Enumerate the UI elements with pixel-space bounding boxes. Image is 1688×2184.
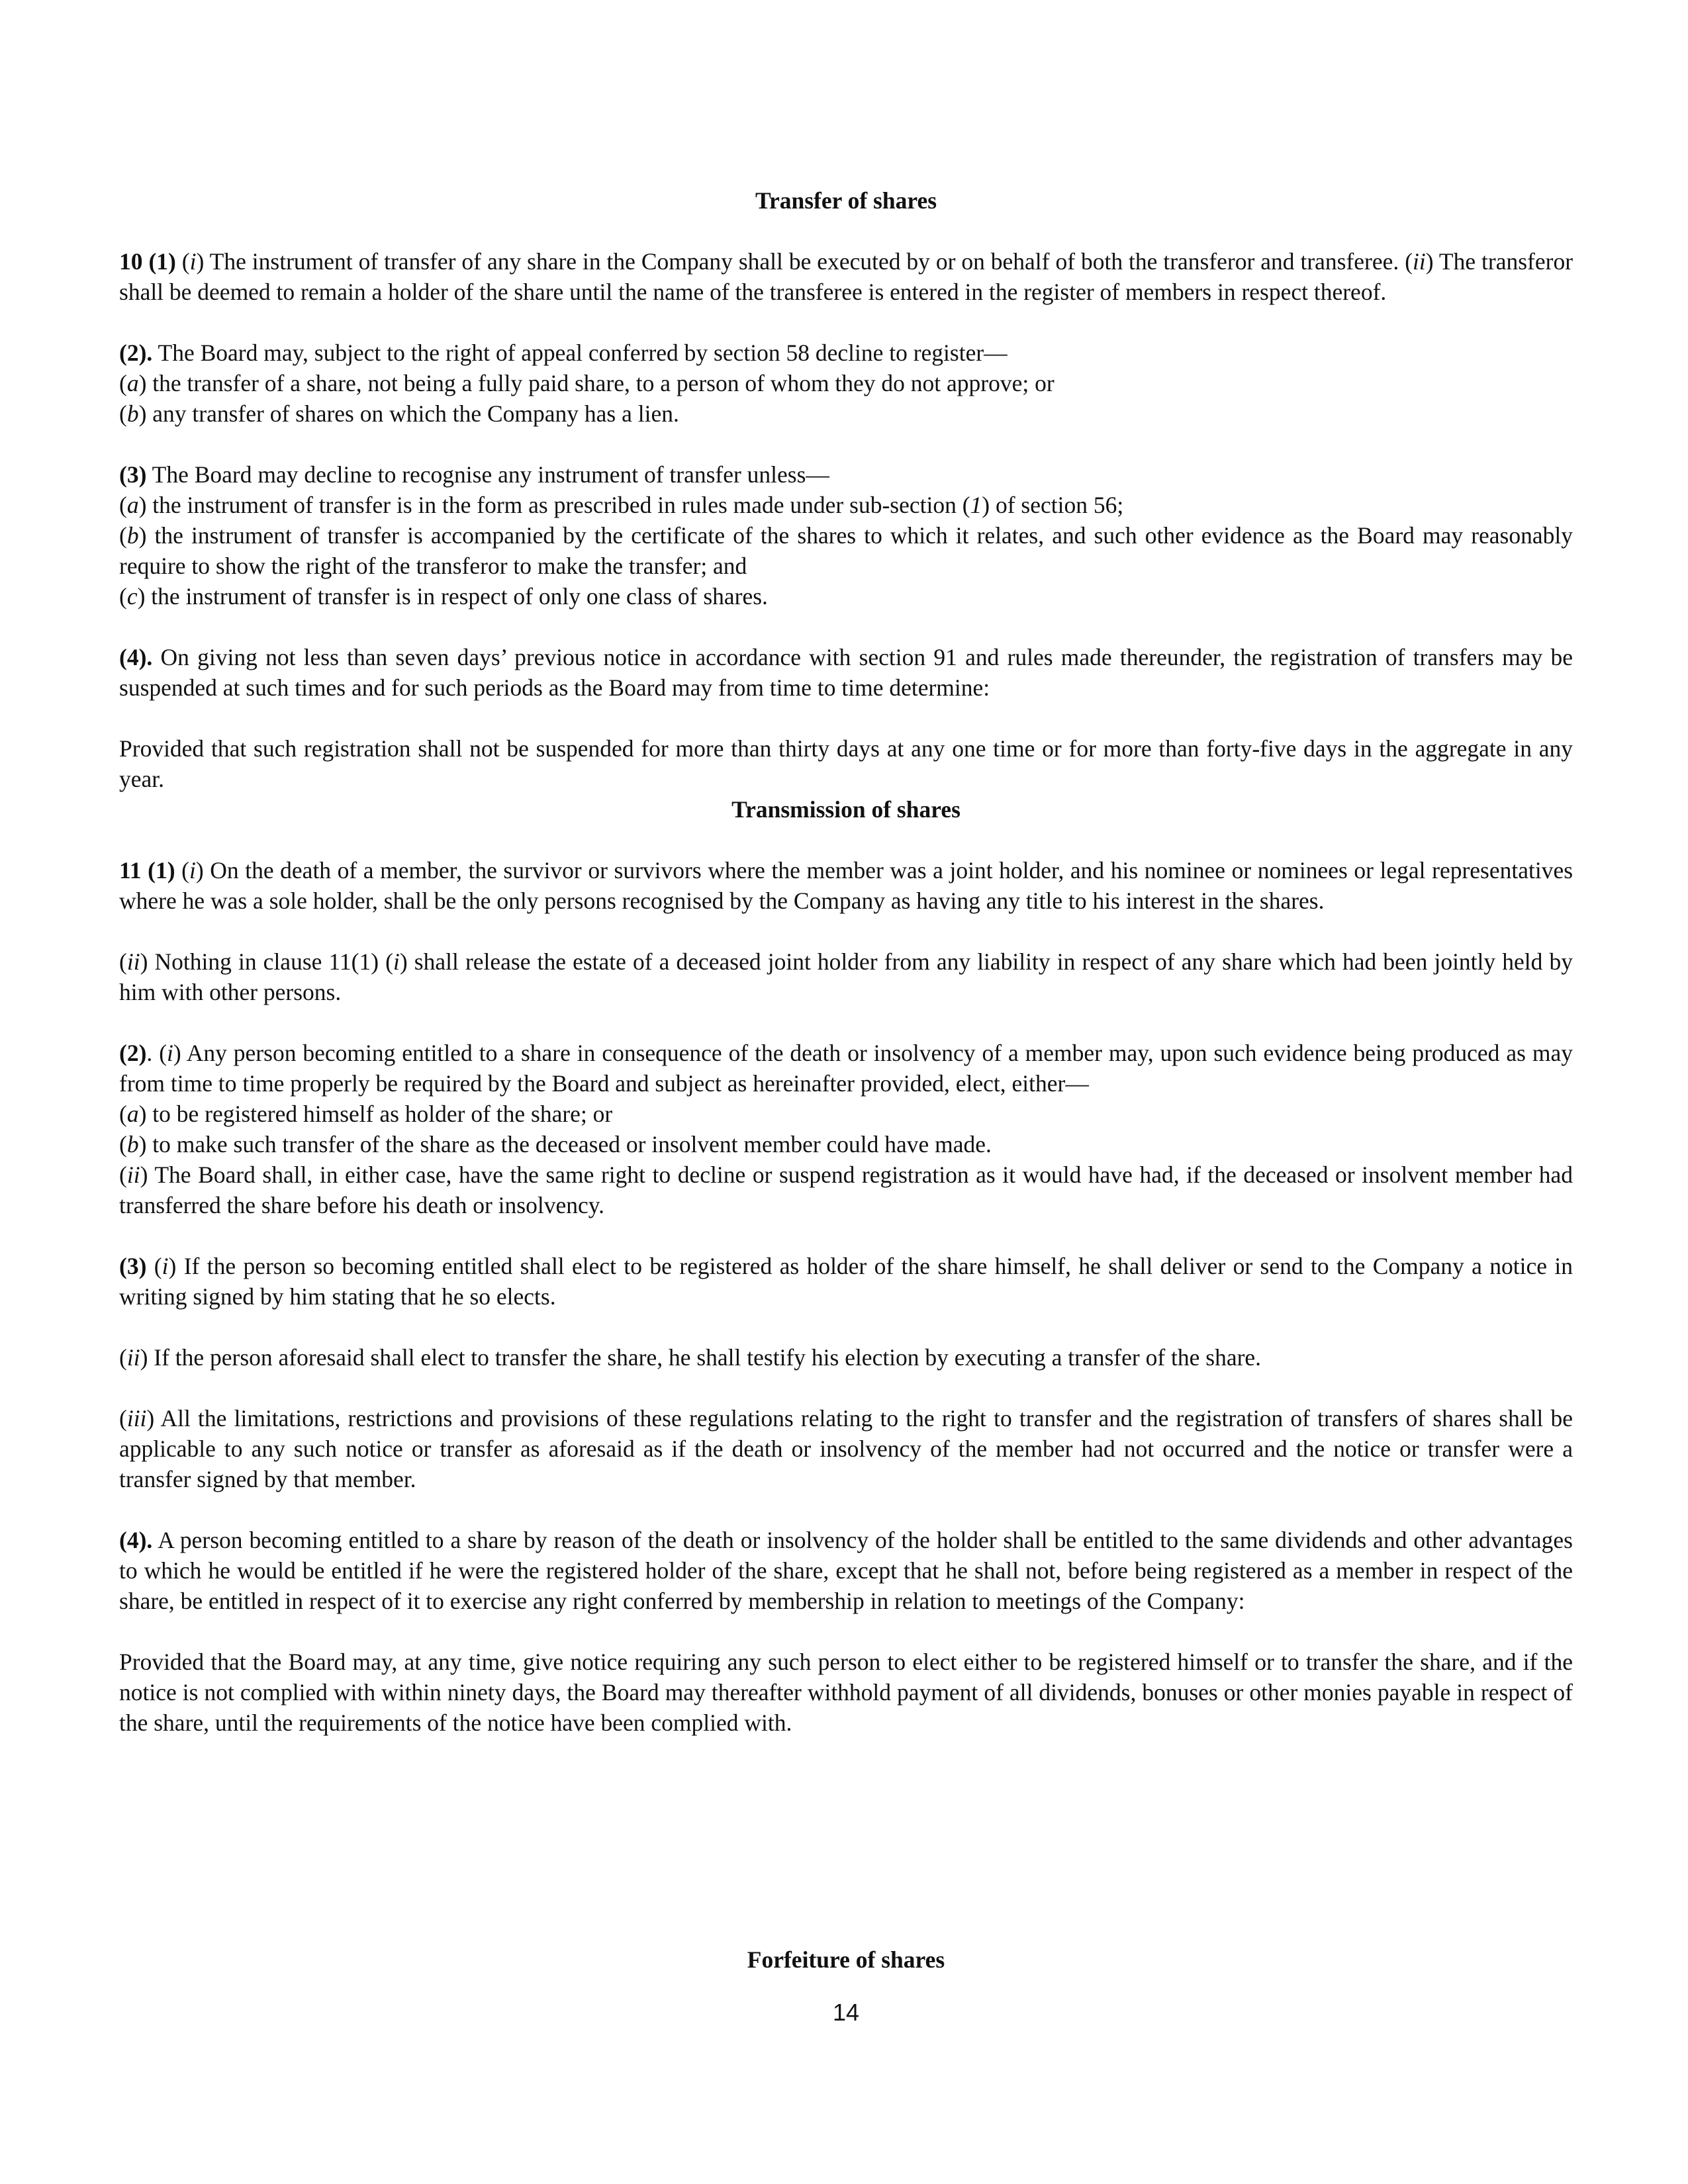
clause-text: A person becoming entitled to a share by reason of the death or insolvency of the holder shall be entitled to the same dividends and other advantages to which he would be entitled if he were the registered holder of the share, except that he shall not, before being registered as a member in respect of the share, be entitled in respect of it to exercise any right conferred by membership in relation to meetings of the Company: [119,1527,1573,1614]
clause-text: The Board may decline to recognise any instrument of transfer unless— [152,461,829,488]
clause-11-4 [119,1525,1573,1616]
clause-number: (3) [119,1253,147,1279]
clause-11-1: 11 (1) (i) On the death of a member, the survivor or survivors where the member was a joint holder, and his nominee or nominees or legal representatives where he was a sole holder, shall be the only persons recognised by the Company as having any title to his interest in the shares. [119,857,1573,914]
clause-number: (2) [119,1040,147,1066]
clause-10-4 [119,642,1573,703]
clause-text: The transferor shall be deemed to remain a holder of the share until the name of the transferee is entered in the register of members in respect thereof. [119,248,1573,305]
clause-text: Any person becoming entitled to a share in consequence of the death or insolvency of a member may, upon such evidence being produced as may from time to time properly be required by the Board and subject as hereinafter provided, elect, either— [119,1040,1573,1097]
clause-11-3: (3) (i) If the person so becoming entitled shall elect to be registered as holder of the share himself, he shall deliver or send to the Company a notice in writing signed by him stating that he so elects. [119,1253,1573,1310]
clause-11-3-ii: (ii) If the person aforesaid shall elect to transfer the share, he shall testify his election by executing a transfer of the share. [119,1344,1262,1371]
page-number: 14 [832,1999,860,2026]
clause-text: any transfer of shares on which the Company has a lien. [152,400,679,427]
item-marker: b [126,522,139,549]
clause-number: 11 (1) [119,857,175,884]
item-marker: ii [126,1161,140,1188]
item-marker: i [162,1253,169,1279]
clause-text: ) shall release the estate of a deceased joint holder from any liability in respect of any share which had been jointly held by him with other persons. [119,948,1573,1005]
clause-11-3-iii: (iii) All the limitations, restrictions and provisions of these regulations relating to the right to transfer and the registration of transfers of shares shall be applicable to any such notice or transfer as aforesaid as if the death or insolvency of the member had not occurred and the notice or transfer were a transfer signed by that member. [119,1405,1573,1492]
item-marker: c [126,583,138,610]
item-marker: a [126,1101,139,1127]
item-marker: i [189,248,197,275]
section-heading-transmission: Transmission of shares [731,796,961,823]
clause-text: The instrument of transfer of any share in the Company shall be executed by or on behalf of both the transferor and transferee. [209,248,1399,275]
document-page [119,185,1573,1768]
item-marker: a [126,492,139,518]
clause-10-2: (2). The Board may, subject to the right of appeal conferred by section 58 decline to register— (a) the transfer of a share, not being a fully paid share, to a person of whom they do not approve; or (b) any transfer of shares on which the Company has a lien. [119,340,1055,427]
clause-text: to be registered himself as holder of the share; or [152,1101,613,1127]
clause-11-4-proviso: Provided that the Board may, at any time, give notice requiring any such person to elect either to be registered himself or to transfer the share, and if the notice is not complied with within ninety days, the Board may thereafter withhold payment of all dividends, bonuses or other monies payable in respect of the share, until the requirements of the notice have been complied with. [119,1649,1573,1736]
clause-text: the instrument of transfer is in respect of only one class of shares. [151,583,768,610]
clause-number: (4). [119,1527,153,1553]
item-marker: i [189,857,196,884]
clause-text: Nothing in clause 11(1) ( [154,948,393,975]
item-marker: ii [126,1344,140,1371]
clause-number: (4). [119,644,153,670]
clause-number: (2). [119,340,153,366]
item-marker: ii [126,948,140,975]
clause-text: The Board may, subject to the right of appeal conferred by section 58 decline to register— [158,340,1008,366]
clause-text: ) of section 56; [982,492,1124,518]
clause-text: If the person so becoming entitled shall elect to be registered as holder of the share himself, he shall deliver or send to the Company a notice in writing signed by him stating that he so elects. [119,1253,1573,1310]
clause-text: The Board shall, in either case, have the same right to decline or suspend registration as it would have had, if the deceased or insolvent member had transferred the share before his death or insolvency. [119,1161,1573,1218]
subsection-ref: 1 [970,492,982,518]
section-heading-forfeiture: Forfeiture of shares [747,1946,945,1973]
clause-10-3: (3) The Board may decline to recognise any instrument of transfer unless— (a) the instrument of transfer is in the form as prescribed in rules made under sub-section (1) of section 56; (b) the instrument of transfer is accompanied by the certificate of the shares to which it relates, and such other evidence as the Board may reasonably require to show the right of the transferor to make the transfer; and (c) the instrument of transfer is in respect of only one class of shares. [119,461,1573,610]
item-marker: b [126,1131,139,1158]
item-marker: iii [126,1405,147,1432]
clause-10-1: 10 (1) (i) The instrument of transfer of any share in the Company shall be executed by or on behalf of both the transferor and transferee. (ii) The transferor shall be deemed to remain a holder of the share until the name of the transferee is entered in the register of members in respect thereof. [119,248,1573,305]
clause-11-2: (2). (i) Any person becoming entitled to a share in consequence of the death or insolvency of a member may, upon such evidence being produced as may from time to time properly be required by the Board and subject as hereinafter provided, elect, either— (a) to be registered himself as holder of the share; or (b) to make such transfer of the share as the deceased or insolvent member could have made. (ii) The Board shall, in either case, have the same right to decline or suspend registration as it would have had, if the deceased or insolvent member had transferred the share before his death or insolvency. [119,1040,1573,1218]
clause-number: 10 (1) [119,248,176,275]
item-marker: b [126,400,139,427]
clause-text: If the person aforesaid shall elect to transfer the share, he shall testify his election by executing a transfer of the share. [154,1344,1262,1371]
clause-text: All the limitations, restrictions and provisions of these regulations relating to the right to transfer and the registration of transfers of shares shall be applicable to any such notice or transfer as aforesaid as if the death or insolvency of the member had not occurred and the notice or transfer were a transfer signed by that member. [119,1405,1573,1492]
item-marker: a [126,370,139,396]
item-marker: ii [1413,248,1426,275]
section-heading-transfer: Transfer of shares [755,187,937,214]
clause-10-4-proviso: Provided that such registration shall not be suspended for more than thirty days at any one time or for more than forty-five days in the aggregate in any year. [119,735,1573,792]
clause-text: the transfer of a share, not being a fully paid share, to a person of whom they do not approve; or [152,370,1055,396]
clause-text: On the death of a member, the survivor or survivors where the member was a joint holder, and his nominee or nominees or legal representatives where he was a sole holder, shall be the only persons recognised by the Company as having any title to his interest in the shares. [119,857,1573,914]
clause-ref: i [393,948,400,975]
clause-text: to make such transfer of the share as the deceased or insolvent member could have made. [152,1131,992,1158]
clause-text: the instrument of transfer is accompanied by the certificate of the shares to which it relates, and such other evidence as the Board may reasonably require to show the right of the transferor to make the transfer; and [119,522,1573,579]
clause-11-1-ii: (ii) Nothing in clause 11(1) (i) shall release the estate of a deceased joint holder from any liability in respect of any share which had been jointly held by him with other persons. [119,948,1573,1005]
item-marker: i [167,1040,173,1066]
clause-text: On giving not less than seven days’ previous notice in accordance with section 91 and rules made thereunder, the registration of transfers may be suspended at such times and for such periods as the Board may from time to time determine: [119,644,1573,701]
clause-number: (3) [119,461,147,488]
clause-text: the instrument of transfer is in the form as prescribed in rules made under sub-section ( [152,492,970,518]
